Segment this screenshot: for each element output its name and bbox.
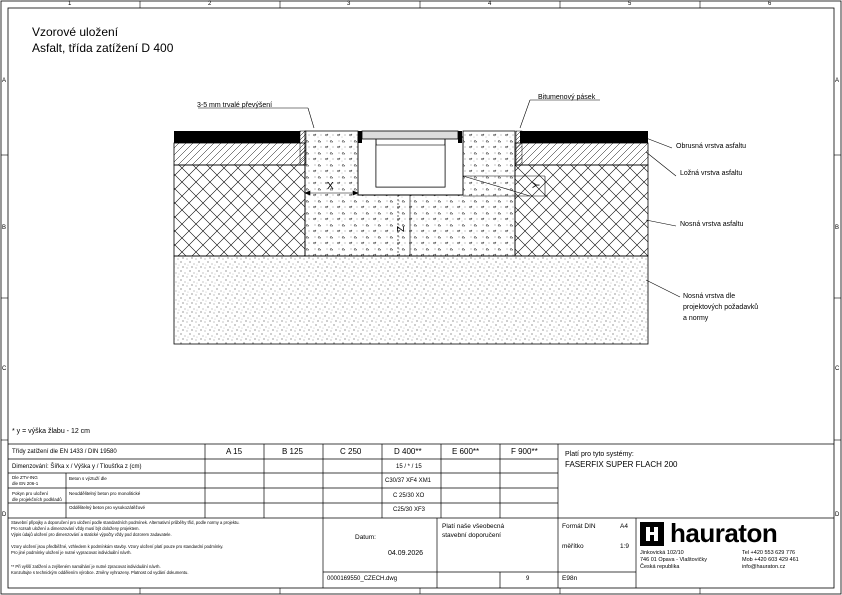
subbase-label-1: Nosná vrstva dle xyxy=(683,293,736,300)
col-label-1: 1 xyxy=(68,1,72,7)
binder-layer-right xyxy=(515,143,648,165)
subbase-label-3: a normy xyxy=(683,315,709,322)
col-label-4: 4 xyxy=(488,1,492,7)
email: info@hauraton.cz xyxy=(742,564,786,570)
drawing-number: 0000169550_CZECH.dwg xyxy=(327,576,398,582)
company-name: hauraton xyxy=(670,518,778,548)
page-subtitle: Asfalt, třída zatížení D 400 xyxy=(32,41,174,55)
row-label-c: C xyxy=(2,366,7,372)
row-label-d: D xyxy=(2,512,7,518)
dims-row-label: Dimenzování: Šířka x / Výška y / Tloušťka z (cm) xyxy=(12,464,142,470)
concrete-label-1: Dle ZTV-ING xyxy=(12,475,38,480)
drawing-code: E98n xyxy=(562,575,578,582)
row-label-d-right: D xyxy=(835,512,840,518)
col-label-2: 2 xyxy=(208,1,212,7)
wearing-label: Obrusná vrstva asfaltu xyxy=(676,143,747,150)
base-layer-left xyxy=(174,165,305,256)
frame-edge-left xyxy=(358,131,362,143)
mobile: Mob +420 603 429 461 xyxy=(742,557,799,563)
load-class-header: Třídy zatížení dle EN 1433 / DIN 19580 xyxy=(12,449,117,455)
note-line-2: Pro rozsah uložení a dimenzování vždy musí být doloženy projektem. xyxy=(11,526,140,531)
col-label-5: 5 xyxy=(628,1,632,7)
footnote: * y = výška žlabu - 12 cm xyxy=(12,428,91,435)
scale-value: 1:9 xyxy=(620,543,630,550)
dim-z-label: Z xyxy=(396,225,408,233)
dims-row-value: 15 / * / 15 xyxy=(396,464,422,470)
address-line-2: 746 01 Opava - Vlaštovičky xyxy=(640,557,707,563)
grating xyxy=(362,131,458,139)
class-d400: D 400** xyxy=(394,447,422,456)
format-label: Formát DIN xyxy=(562,523,596,530)
bitumen-label: Bitumenový pásek xyxy=(538,94,596,101)
binder-label: Ložná vrstva asfaltu xyxy=(680,170,743,177)
class-f900: F 900** xyxy=(511,447,538,456)
scale-label: měřítko xyxy=(562,543,584,550)
concrete-value-2: C 25/30 XO xyxy=(393,493,425,499)
concrete-sub-2: Neoddělitelný beton pro monolitické xyxy=(69,491,141,496)
row-label-c-right: C xyxy=(835,366,840,372)
row-label-b: B xyxy=(2,225,7,231)
class-b125: B 125 xyxy=(282,447,303,456)
note-line-1: Stavební připojky a doporučení pro uložení podle standardních podmínek. Alternativní průběhy tříd, podle normy a projektu. xyxy=(11,520,240,525)
concrete-sub-3: Oddělitelný beton pro vysokozátěžové xyxy=(69,505,146,510)
date-value: 04.09.2026 xyxy=(388,550,424,557)
dim-x-label: X xyxy=(327,181,334,192)
note-line-7: Konzultujte s technickým oddělením výrobce. Změny vyhrazeny. Platnost od vydání dokumentu. xyxy=(11,570,189,575)
page-title: Vzorové uložení xyxy=(32,25,119,39)
concrete-sub-1: Beton s výztuží dle xyxy=(69,476,107,481)
col-label-6: 6 xyxy=(768,1,772,7)
valid-for-label: Platí pro tyto systémy: xyxy=(565,451,634,458)
revision: 9 xyxy=(526,576,530,582)
wearing-layer-left xyxy=(174,131,300,143)
class-a15: A 15 xyxy=(226,447,243,456)
class-c250: C 250 xyxy=(340,447,362,456)
gap-label: 3-5 mm trvalé převýšení xyxy=(197,102,273,109)
phone: Tel +420 553 629 776 xyxy=(742,550,796,556)
note-line-5: Pro jiné podmínky uložení je nutné vypracovat individuální návrh. xyxy=(11,550,132,555)
row-label-a: A xyxy=(2,78,7,84)
concrete-value-1: C30/37 XF4 XM1 xyxy=(385,478,432,484)
base-label: Nosná vrstva asfaltu xyxy=(680,221,744,228)
date-label: Datum: xyxy=(355,534,376,541)
concrete-label-4: dle projekčních podkladů xyxy=(12,497,62,502)
note-title-1: Platí naše všeobecná xyxy=(442,523,505,530)
dim-y-label: Y xyxy=(531,181,543,189)
hauraton-logo-icon xyxy=(640,522,664,546)
note-title-2: stavební doporučení xyxy=(442,532,501,539)
concrete-value-3: C25/30 XF3 xyxy=(393,507,426,513)
row-label-a-right: A xyxy=(835,78,840,84)
format-value: A4 xyxy=(620,523,628,530)
frame-edge-right xyxy=(458,131,462,143)
note-line-6: ** Při vyšší zatížení a zvýšeném namáhání je nutné zpracovat individuální návrh. xyxy=(11,564,161,569)
class-e600: E 600** xyxy=(452,447,480,456)
concrete-label-2: dle EN 206-1 xyxy=(12,481,39,486)
col-label-3: 3 xyxy=(347,1,351,7)
address-line-3: Česká republika xyxy=(640,564,680,570)
concrete-label-3: Pokyn pro uložení xyxy=(12,491,49,496)
channel-interior xyxy=(376,145,445,187)
binder-layer-left xyxy=(174,143,305,165)
address-line-1: Jinkovická 102/10 xyxy=(640,550,684,556)
valid-for-value: FASERFIX SUPER FLACH 200 xyxy=(565,460,678,469)
bitumen-strip-right xyxy=(516,131,522,165)
note-line-3: Výpis údajů uložení pro dimenzování a statické výpočty vždy pod dozorem zadavatele. xyxy=(11,532,172,537)
subbase-label-2: projektových požadavků xyxy=(683,304,759,311)
base-layer-right xyxy=(515,165,648,256)
note-line-4: Vzory uložení jsou předběžné, vzhledem k podmínkám stavby. Vzory uložení platí pouze pro standardní podmínky. xyxy=(11,544,224,549)
subbase-layer xyxy=(174,256,648,344)
row-label-b-right: B xyxy=(835,225,840,231)
wearing-layer-right xyxy=(520,131,648,143)
